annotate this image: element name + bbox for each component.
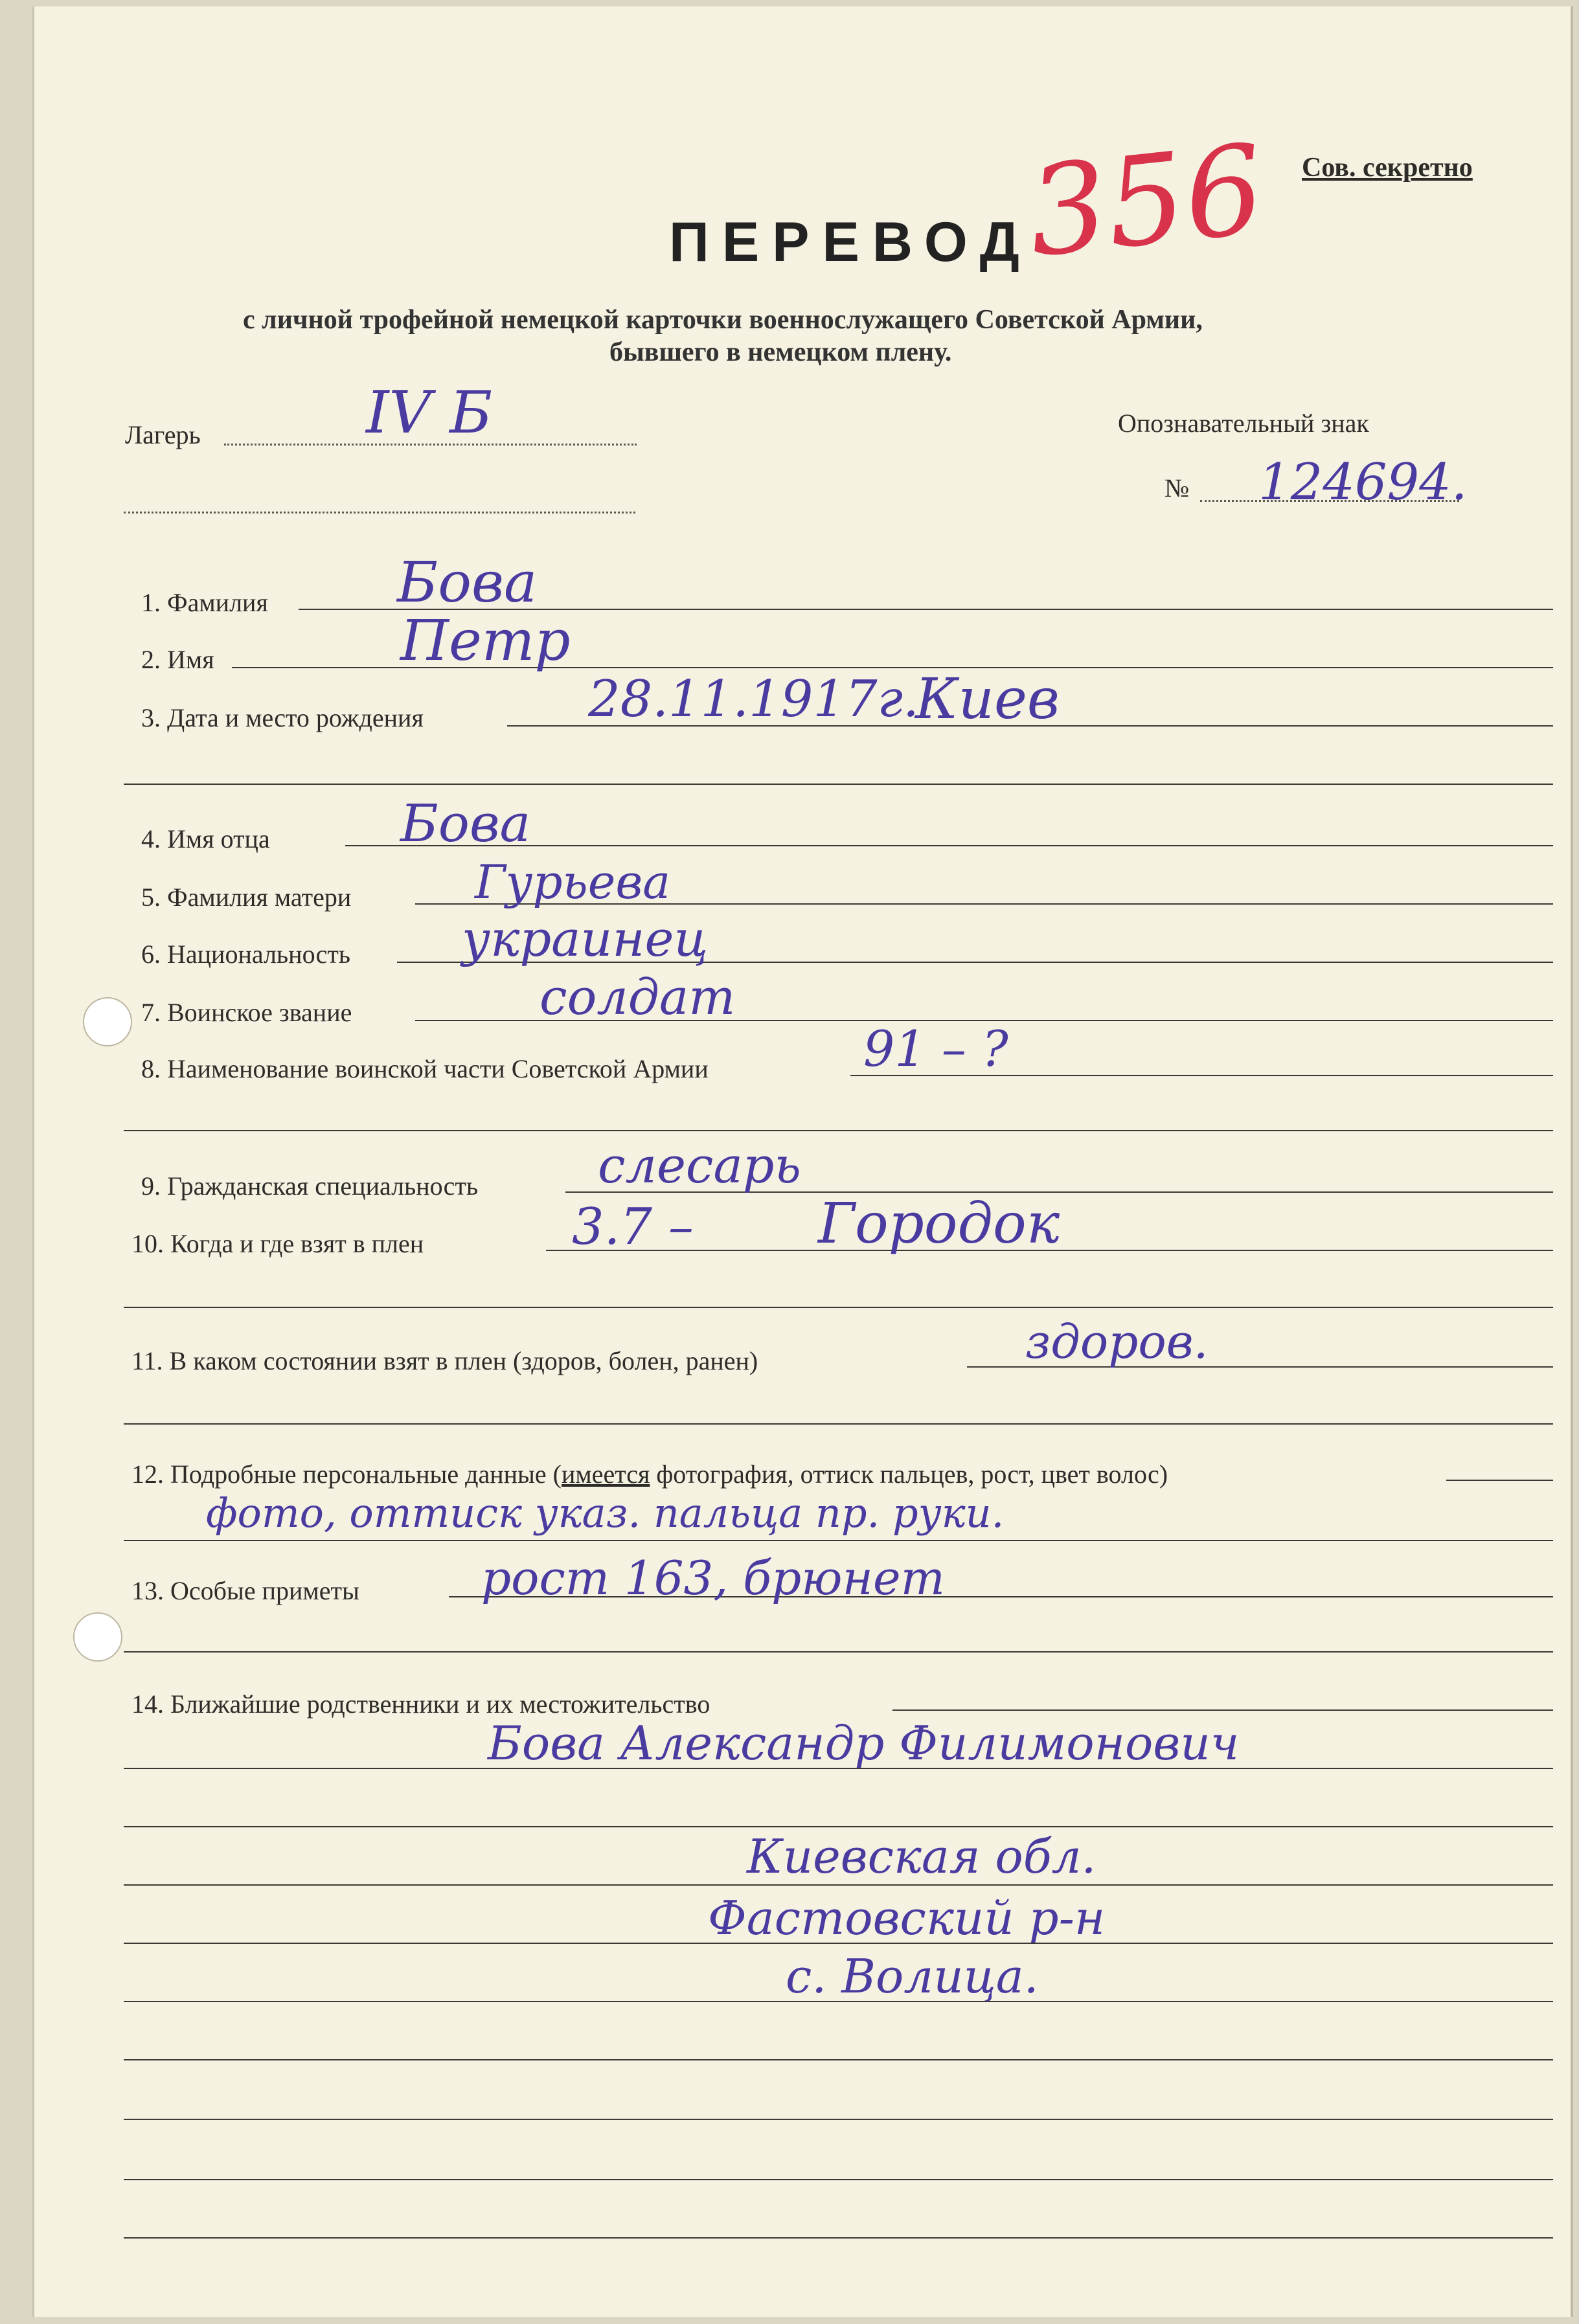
field14-line [892,1709,1553,1711]
field5-value: Гурьева [475,855,671,909]
punch-hole-top [83,997,132,1046]
camp-second-line [124,512,635,513]
field13-continuation-line [124,1651,1553,1653]
field12-label [131,1459,1168,1489]
camp-label: Лагерь [125,420,201,449]
id-tag-value: 124694. [1258,453,1468,512]
field12-line [1446,1480,1553,1481]
field11-label: 11. В каком состоянии взят в плен (здоров, болен, ранен) [131,1346,758,1375]
camp-value: IV Б [366,379,493,447]
field1-value: Бова [397,550,538,615]
field8-value: 91 – ? [863,1020,1008,1077]
field8-continuation-line [124,1130,1553,1131]
field1-label: 1. Фамилия [141,588,268,617]
field12-label-post: фотография, оттиск пальцев, рост, цвет волос) [650,1460,1168,1489]
field7-value: солдат [540,968,736,1026]
field12-label-pre: 12. Подробные персональные данные ( [131,1460,562,1489]
field2-label: 2. Имя [141,645,214,674]
field14-line-7 [124,2059,1553,2060]
punch-hole-bottom [73,1612,122,1662]
field14-relative-value: Бова Александр Филимонович [488,1716,1240,1770]
id-tag-number-sign: № [1164,473,1190,502]
field11-value: здоров. [1025,1314,1209,1369]
field14-district-value: Фастовский р-н [708,1891,1106,1945]
document-title: ПЕРЕВОД [669,211,1032,273]
field14-line-8 [124,2119,1553,2120]
field2-value: Петр [400,609,571,673]
field5-label: 5. Фамилия матери [141,883,352,912]
document-subtitle-line1: с личной трофейной немецкой карточки военнослужащего Советской Армии, [243,305,1203,335]
field10-label: 10. Когда и где взят в плен [131,1229,424,1258]
field4-label: 4. Имя отца [141,824,270,853]
field14-label: 14. Ближайшие родственники и их местожительство [131,1689,710,1719]
field3-continuation-line [124,784,1553,785]
field14-region-value: Киевская обл. [747,1829,1096,1884]
field3-label: 3. Дата и место рождения [141,703,424,732]
field10-where-value: Городок [818,1191,1060,1256]
classification-label: Сов. секретно [1302,153,1473,183]
field14-line-4 [124,1884,1553,1886]
field13-label: 13. Особые приметы [131,1576,359,1605]
field10-continuation-line [124,1307,1553,1308]
field3-date-value: 28.11.1917г. [588,670,919,728]
field14-line-5 [124,1943,1553,1944]
field9-label: 9. Гражданская специальность [141,1171,479,1201]
field14-village-value: с. Волица. [786,1949,1039,2003]
field11-continuation-line [124,1423,1553,1425]
field4-value: Бова [400,793,531,853]
field14-line-6 [124,2001,1553,2002]
field14-line-10 [124,2237,1553,2239]
document-subtitle-line2: бывшего в немецком плену. [609,337,952,367]
field10-when-value: 3.7 – [572,1198,694,1256]
stamp-number: 356 [1021,117,1271,285]
id-tag-label: Опознавательный знак [1118,409,1369,438]
field14-line-2 [124,1768,1553,1769]
field6-label: 6. Национальность [141,940,351,969]
field13-value: рост 163, брюнет [481,1551,945,1605]
document-page [32,6,1573,2317]
field12-label-underlined: имеется [562,1460,650,1489]
field12-continuation-line [124,1540,1553,1541]
field9-value: слесарь [598,1136,801,1194]
field3-place-value: Киев [915,667,1060,732]
field7-label: 7. Воинское звание [141,998,352,1027]
field6-value: украинец [462,910,709,967]
field12-value: фото, оттиск указ. пальца пр. руки. [206,1489,1005,1537]
field14-line-9 [124,2179,1553,2180]
field8-label: 8. Наименование воинской части Советской Армии [141,1054,709,1083]
field14-line-3 [124,1826,1553,1827]
